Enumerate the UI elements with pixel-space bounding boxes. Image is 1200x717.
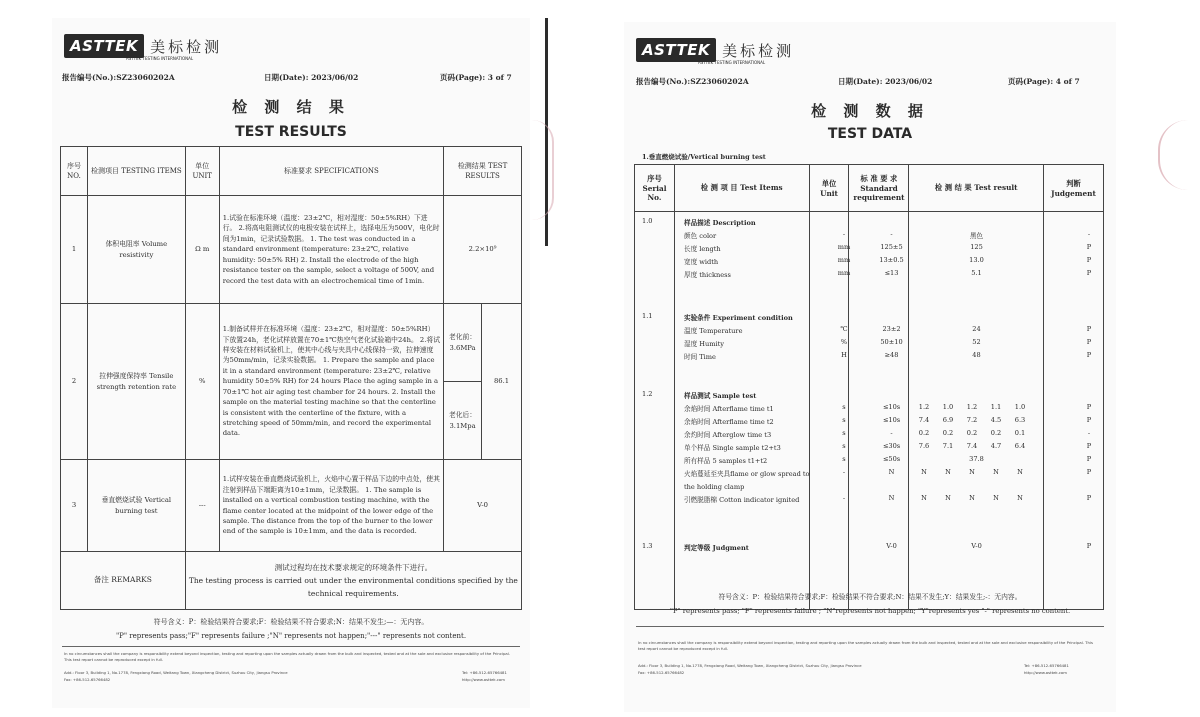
test-item: 引燃脱脂棉 Cotton indicator ignited xyxy=(684,496,800,504)
judgement: P xyxy=(1086,269,1092,277)
header-result: 检 测 结 果 Test result xyxy=(909,165,1044,212)
test-standard: V-0 xyxy=(886,542,897,550)
row-no: 1 xyxy=(61,196,88,304)
test-result: 24 xyxy=(972,325,981,333)
row-item: 垂直燃烧试验 Vertical burning test xyxy=(87,460,185,552)
footer-fax: Fax: +86-512-65766482 xyxy=(638,670,685,675)
test-standard: ≤13 xyxy=(884,269,899,277)
header-no: 序号 NO. xyxy=(61,147,88,196)
remarks-row xyxy=(61,552,522,610)
test-item: 湿度 Humity xyxy=(684,340,725,348)
result-sample-5: 6.3 xyxy=(1014,416,1026,424)
test-item: 所有样品 5 samples t1+t2 xyxy=(684,457,768,465)
table-header-row xyxy=(635,165,1104,212)
group-number: 1.1 xyxy=(642,312,653,320)
footer-divider xyxy=(636,626,1104,627)
result-sample-2: 1.0 xyxy=(942,403,954,411)
result-sample-5: 1.0 xyxy=(1014,403,1026,411)
legend-en: "P" represents pass;"F" represents failure ;"N" represents not happen;"---" represents not content. xyxy=(115,632,467,640)
table-row xyxy=(61,304,522,382)
judgement: P xyxy=(1086,442,1092,450)
table-header-row xyxy=(61,147,522,196)
header-serial: 序号 Serial No. xyxy=(635,165,675,212)
test-standard: N xyxy=(888,468,895,476)
report-date: 日期(Date): 2023/06/02 xyxy=(264,73,359,82)
legend xyxy=(624,590,1116,618)
result-sample-4: N xyxy=(993,468,999,476)
test-unit: - xyxy=(842,494,846,502)
result-sample-2: 6.9 xyxy=(942,416,954,424)
test-unit: H xyxy=(841,351,847,359)
test-item: 余焰时间 Afterflame time t2 xyxy=(684,418,774,426)
legend-en: "P" represents pass; "F" represents failure ; "N"represents not happen; "Y"represents yes "-" represents no content. xyxy=(669,607,1071,615)
row-unit: % xyxy=(185,304,219,460)
row-no: 3 xyxy=(61,460,88,552)
legend-cn: 符号含义：P：检验结果符合要求;F：检验结果不符合要求;N：结果不发生;Y：结果发生;-：无内容。 xyxy=(718,593,1022,601)
page-title-en: TEST DATA xyxy=(827,126,913,142)
test-item: 余灼时间 Afterglow time t3 xyxy=(684,431,772,439)
test-unit: - xyxy=(842,230,846,238)
page-title-cn: 检 测 数 据 xyxy=(811,102,929,120)
result-sample-5: N xyxy=(1017,468,1023,476)
company-logo xyxy=(64,34,222,58)
footer-web: http://www.asttek.com xyxy=(462,677,505,682)
logo-cn-name: 美标检测 xyxy=(722,41,795,60)
result-sample-4: 4.7 xyxy=(990,442,1002,450)
company-logo xyxy=(636,38,794,62)
result-sample-3: 7.2 xyxy=(966,416,978,424)
stamp-mark-right xyxy=(1158,120,1200,190)
header-spec: 标准要求 SPECIFICATIONS xyxy=(219,147,443,196)
test-standard: - xyxy=(890,429,893,437)
page-number: 页码(Page): 3 of 7 xyxy=(440,73,512,82)
result-sample-4: 0.2 xyxy=(990,429,1002,437)
row-spec: 1.试验在标准环境（温度：23±2℃，相对湿度：50±5%RH）下进行。 2.将高电阻测试仪的电极安装在试样上，选择电压为500V，电化时间为1min，记录试验数据。 1. The test was conducted in a standard environment (temperature: 23±2℃, relative humidity: 50±5% RH) 2. Install the electrode of the high resistance tester on the sample, select a voltage of 500V, and record the test data with an electrochemical time of 1min. xyxy=(219,196,443,304)
table-row xyxy=(61,196,522,304)
test-result: 13.0 xyxy=(969,256,984,264)
header-unit: 单位 UNIT xyxy=(185,147,219,196)
test-standard: - xyxy=(890,230,893,238)
result-sample-2: 0.2 xyxy=(942,429,954,437)
judgement: - xyxy=(1087,230,1091,238)
logo-mark: ASTTEK xyxy=(636,38,716,62)
footer-tel: Tel: +86-512-65766481 xyxy=(1024,663,1069,668)
test-item: 厚度 thickness xyxy=(684,271,731,279)
test-unit: s xyxy=(842,442,846,450)
test-result: V-0 xyxy=(971,542,982,550)
result-sample-1: 1.2 xyxy=(918,403,930,411)
result-sample-4: N xyxy=(993,494,999,502)
test-standard: 50±10 xyxy=(880,338,903,346)
header-judgement: 判断 Judgement xyxy=(1044,165,1104,212)
test-standard: ≤10s xyxy=(882,416,901,424)
footer-web: http://www.asttek.com xyxy=(1024,670,1067,675)
footer-address: Add.: Floor 3, Building 1, No.1778, Fengxiang Road, Weitang Town, Xiangcheng District, Suzhou City, Jiangsu Province xyxy=(638,663,862,668)
test-unit: s xyxy=(842,455,846,463)
judgement: - xyxy=(1087,429,1091,437)
footer-address: Add.: Floor 3, Building 1, No.1778, Fengxiang Road, Weitang Town, Xiangcheng District, Suzhou City, Jiangsu Province xyxy=(64,670,288,675)
judgement: P xyxy=(1086,542,1092,550)
report-number: 报告编号(No.):SZ23060202A xyxy=(636,77,749,86)
result-sample-5: N xyxy=(1017,494,1023,502)
test-standard: 23±2 xyxy=(882,325,901,333)
page-number: 页码(Page): 4 of 7 xyxy=(1008,77,1080,86)
judgement: P xyxy=(1086,243,1092,251)
remarks-cn: 测试过程均在技术要求规定的环境条件下进行。 xyxy=(274,563,433,572)
group-title: 判定等级 Judgment xyxy=(684,544,749,552)
row-before-aging: 老化前：3.6MPa xyxy=(444,304,482,382)
remarks-content xyxy=(185,552,521,610)
judgement: P xyxy=(1086,416,1092,424)
test-standard: ≥48 xyxy=(884,351,899,359)
result-sample-2: N xyxy=(945,494,951,502)
section-title: 1.垂直燃烧试验/Vertical burning test xyxy=(642,153,766,161)
test-result: 37.8 xyxy=(969,455,984,463)
result-sample-3: 1.2 xyxy=(966,403,978,411)
test-standard: ≤50s xyxy=(882,455,901,463)
row-result: 86.1 xyxy=(482,304,522,460)
test-result: 48 xyxy=(972,351,981,359)
test-item: 长度 length xyxy=(684,245,721,253)
row-result: 2.2×10⁹ xyxy=(444,196,522,304)
test-unit: mm xyxy=(837,269,851,277)
group-number: 1.0 xyxy=(642,217,653,225)
footer-fax: Fax: +86-512-65766482 xyxy=(64,677,111,682)
result-sample-5: 6.4 xyxy=(1014,442,1026,450)
judgement: P xyxy=(1086,468,1092,476)
row-after-aging: 老化后：3.1Mpa xyxy=(444,382,482,460)
report-page-4 xyxy=(624,22,1116,712)
result-sample-4: 4.5 xyxy=(990,416,1002,424)
row-result: V-0 xyxy=(444,460,522,552)
fine-print: In no circumstances shall the company is responsibility extend beyond inspection, testing and reporting upon the samples actually drawn from the bulk and inspected, tested and at the sole and exclusive responsibility of the Principal. This test report cannot be reproduced except in full. xyxy=(638,640,1093,651)
result-sample-4: 1.1 xyxy=(990,403,1002,411)
result-sample-1: N xyxy=(921,494,927,502)
fine-print: In no circumstances shall the company is responsibility extend beyond inspection, testing and reporting upon the samples actually drawn from the bulk and inspected, tested and at the sole and exclusive responsibility of the Principal. This test report cannot be reproduced except in full. xyxy=(64,651,510,662)
result-sample-3: 0.2 xyxy=(966,429,978,437)
judgement: P xyxy=(1086,455,1092,463)
judgement: P xyxy=(1086,325,1092,333)
test-unit: s xyxy=(842,429,846,437)
test-standard: 125±5 xyxy=(880,243,903,251)
judgement: P xyxy=(1086,403,1092,411)
stamp-mark-left xyxy=(532,120,554,220)
group-number: 1.3 xyxy=(642,542,653,550)
row-no: 2 xyxy=(61,304,88,460)
result-sample-5: 0.1 xyxy=(1014,429,1026,437)
result-sample-1: 7.6 xyxy=(918,442,930,450)
test-item: 火焰蔓延至夹具flame or glow spread to the holding clamp xyxy=(684,470,810,491)
judgement: P xyxy=(1086,338,1092,346)
table-row xyxy=(61,460,522,552)
test-standard: 13±0.5 xyxy=(879,256,904,264)
test-item: 单个样品 Single sample t2+t3 xyxy=(684,444,781,452)
row-spec: 1.试样安装在垂直燃烧试验机上，火焰中心置于样品下边的中点处，使其注射到样品下端距离为10±1mm，记录数据。 1. The sample is installed on a vertical combustion testing machine, with the flame center located at the midpoint of the lower edge of the sample. The distance from the top of the burner to the lower end of the sample is 10±1mm, and the data is recorded. xyxy=(219,460,443,552)
test-unit: mm xyxy=(837,256,851,264)
report-page-3 xyxy=(52,18,530,708)
test-result: 5.1 xyxy=(971,269,982,277)
report-number: 报告编号(No.):SZ23060202A xyxy=(62,73,175,82)
result-sample-3: N xyxy=(969,494,975,502)
row-item: 拉伸强度保持率 Tensile strength retention rate xyxy=(87,304,185,460)
legend-cn: 符号含义：P：检验结果符合要求;F：检验结果不符合要求;N：结果不发生;—：无内容。 xyxy=(153,618,429,626)
logo-cn-name: 美标检测 xyxy=(150,37,223,56)
judgement: P xyxy=(1086,256,1092,264)
remarks-en: The testing process is carried out under the environmental conditions specified by the technical requirements. xyxy=(188,576,518,598)
judgement: P xyxy=(1086,351,1092,359)
result-sample-1: 0.2 xyxy=(918,429,930,437)
result-sample-3: N xyxy=(969,468,975,476)
legend xyxy=(52,615,530,643)
test-result: 125 xyxy=(970,243,983,251)
result-sample-2: N xyxy=(945,468,951,476)
page-title-en: TEST RESULTS xyxy=(235,124,347,140)
test-unit: s xyxy=(842,403,846,411)
test-result: 黑色 xyxy=(969,232,984,240)
group-title: 样品测试 Sample test xyxy=(684,392,757,400)
test-unit: - xyxy=(842,468,846,476)
footer-divider xyxy=(62,646,520,647)
test-unit: ℃ xyxy=(840,325,848,333)
test-item: 宽度 width xyxy=(684,258,719,266)
row-item: 体积电阻率 Volume resistivity xyxy=(87,196,185,304)
test-standard: ≤30s xyxy=(882,442,901,450)
test-result: 52 xyxy=(972,338,981,346)
test-item: 时间 Time xyxy=(684,353,716,361)
group-title: 样品描述 Description xyxy=(684,219,756,227)
test-standard: N xyxy=(888,494,895,502)
group-number: 1.2 xyxy=(642,390,653,398)
test-results-table xyxy=(60,146,522,610)
logo-subtitle: ASTTEK TESTING INTERNATIONAL xyxy=(126,56,194,61)
result-sample-2: 7.1 xyxy=(942,442,954,450)
result-sample-3: 7.4 xyxy=(966,442,978,450)
test-unit: mm xyxy=(837,243,851,251)
row-unit: --- xyxy=(185,460,219,552)
test-unit: s xyxy=(842,416,846,424)
test-unit: % xyxy=(840,338,848,346)
row-unit: Ω m xyxy=(185,196,219,304)
group-title: 实验条件 Experiment condition xyxy=(684,314,793,322)
report-date: 日期(Date): 2023/06/02 xyxy=(838,77,933,86)
test-standard: ≤10s xyxy=(882,403,901,411)
header-item: 检测项目 TESTING ITEMS xyxy=(87,147,185,196)
footer-tel: Tel: +86-512-65766481 xyxy=(462,670,507,675)
logo-subtitle: ASTTEK TESTING INTERNATIONAL xyxy=(698,60,766,65)
header-item: 检 测 项 目 Test Items xyxy=(674,165,809,212)
logo-mark: ASTTEK xyxy=(64,34,144,58)
page-title-cn: 检 测 结 果 xyxy=(232,98,350,116)
row-spec: 1.制备试样并在标准环境（温度：23±2℃，相对湿度：50±5%RH）下放置24h，老化试样放置在70±1℃热空气老化试验箱中24h。 2.将试样安装在材料试验机上，使其中心线与夹具中心线保持一致，拉伸速度为50mm/min，记录实验数据。 1. Prepare the sample and place it in a standard environment (temperature: 23±2℃, relative humidity 50±5% RH) for 24 hours Place the aging sample in a 70±1℃ hot air aging test chamber for 24 hours. 2. Install the sample on the material testing machine so that the centerline is consistent with the centerline of the fixture, with a stretching speed of 50mm/min, and record the experimental data. xyxy=(219,304,443,460)
result-sample-1: N xyxy=(921,468,927,476)
result-sample-1: 7.4 xyxy=(918,416,930,424)
remarks-label: 备注 REMARKS xyxy=(61,552,186,610)
judgement: P xyxy=(1086,494,1092,502)
test-item: 颜色 color xyxy=(684,232,717,240)
test-item: 余焰时间 Afterflame time t1 xyxy=(684,405,774,413)
test-item: 温度 Temperature xyxy=(684,327,743,335)
header-unit: 单位 Unit xyxy=(809,165,849,212)
header-std: 标 准 要 求 Standard requirement xyxy=(849,165,909,212)
header-result: 检测结果 TEST RESULTS xyxy=(444,147,522,196)
